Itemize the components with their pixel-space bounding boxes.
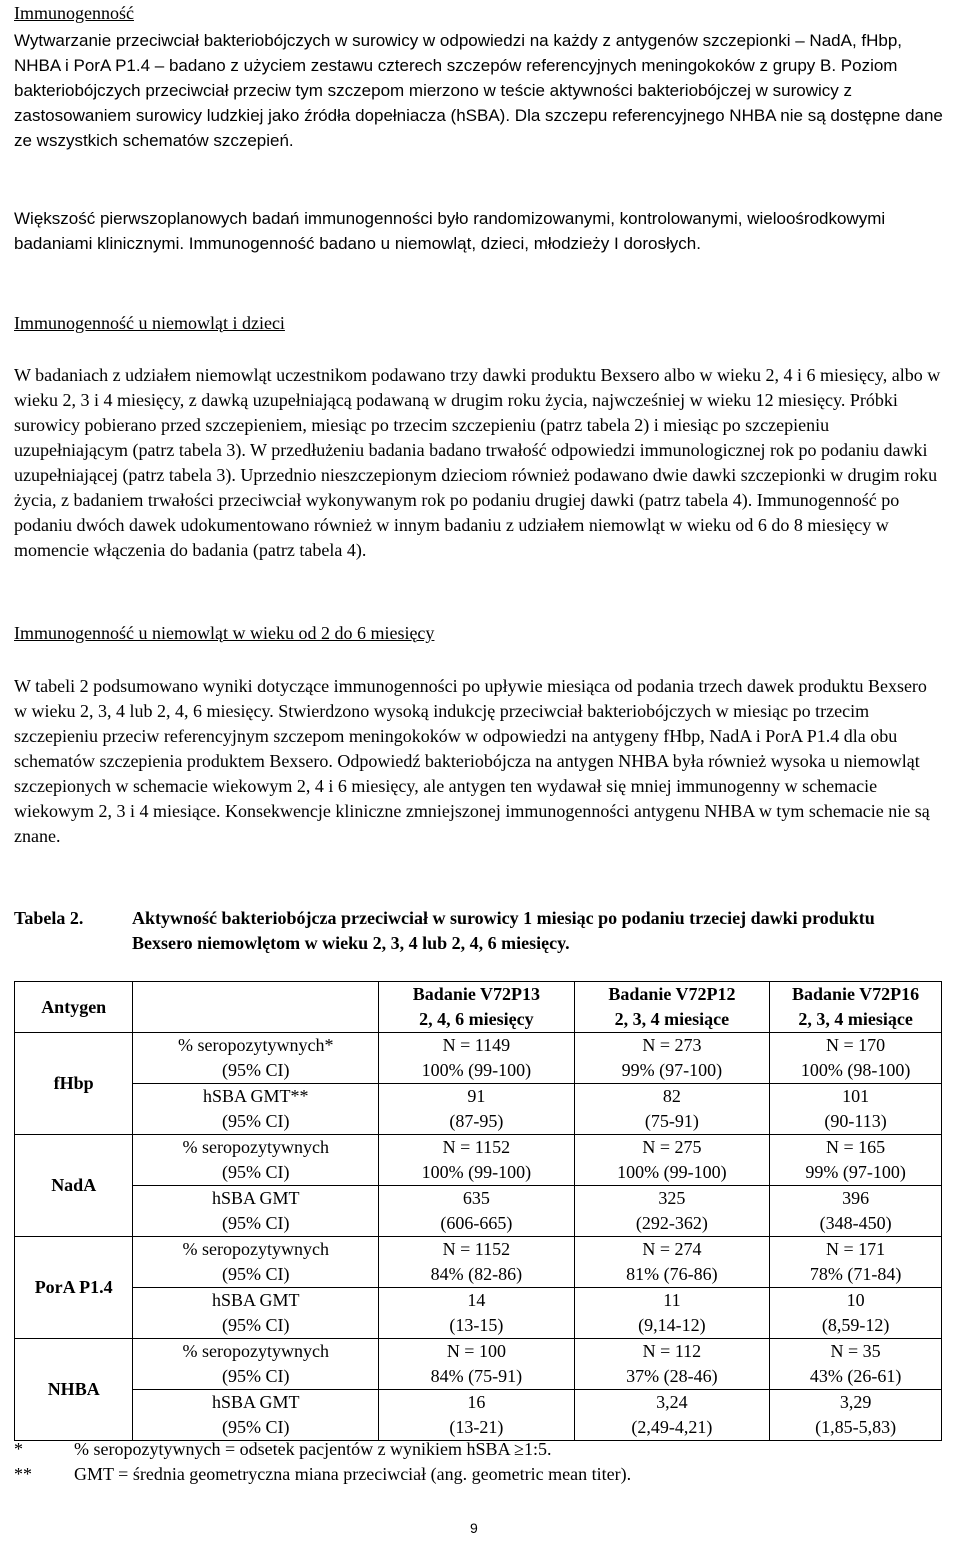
measure-ci: (95% CI)	[222, 1315, 290, 1335]
table-row	[15, 1084, 942, 1135]
header-study-1	[574, 982, 770, 1033]
value-main: 101	[842, 1086, 870, 1106]
header-study-2	[770, 982, 942, 1033]
value-cell	[770, 1186, 942, 1237]
value-cell	[379, 1135, 575, 1186]
antigen-nada	[15, 1135, 133, 1237]
value-cell	[379, 1237, 575, 1288]
header-measure	[133, 982, 379, 1033]
value-main: 3,24	[656, 1392, 688, 1412]
measure-label: hSBA GMT	[212, 1188, 300, 1208]
value-ci: (87-95)	[449, 1111, 504, 1131]
table-row	[15, 1390, 942, 1441]
footnote-1-text: % seropozytywnych = odsetek pacjentów z wynikiem hSBA ≥1:5.	[74, 1439, 552, 1459]
measure-cell	[133, 1390, 379, 1441]
measure-ci: (95% CI)	[222, 1366, 290, 1386]
value-main: N = 273	[642, 1035, 702, 1055]
value-cell	[574, 1390, 770, 1441]
value-main: 16	[467, 1392, 486, 1412]
value-cell	[574, 1135, 770, 1186]
table-caption-label: Tabela 2.	[14, 908, 84, 928]
value-main: 91	[467, 1086, 486, 1106]
value-cell	[770, 1135, 942, 1186]
measure-ci: (95% CI)	[222, 1213, 290, 1233]
table-header-row	[15, 982, 942, 1033]
value-main: 11	[663, 1290, 681, 1310]
value-cell	[770, 1084, 942, 1135]
study-schedule: 2, 4, 6 miesięcy	[419, 1009, 534, 1029]
table-row	[15, 1339, 942, 1390]
value-ci: (75-91)	[644, 1111, 699, 1131]
antigen-pora-p1-4	[15, 1237, 133, 1339]
antigen-fhbp	[15, 1033, 133, 1135]
antigen-name: NHBA	[47, 1379, 100, 1399]
measure-label: % seropozytywnych	[182, 1239, 329, 1259]
value-cell	[379, 1288, 575, 1339]
antigen-nhba	[15, 1339, 133, 1441]
value-ci: 43% (26-61)	[809, 1366, 902, 1386]
measure-ci: (95% CI)	[222, 1162, 290, 1182]
paragraph-studies: Większość pierwszoplanowych badań immunogenności było randomizowanymi, kontrolowanymi, wieloośrodkowymi badaniami klinicznymi. Immunogenność badano u niemowląt, dzieci, młodzieży I dorosłych.	[14, 209, 886, 253]
value-main: N = 275	[642, 1137, 702, 1157]
value-main: 635	[462, 1188, 490, 1208]
measure-cell	[133, 1186, 379, 1237]
value-cell	[379, 1033, 575, 1084]
value-main: N = 1149	[442, 1035, 511, 1055]
value-cell	[379, 1339, 575, 1390]
heading-infants-2-6-months: Immunogenność u niemowląt w wieku od 2 do 6 miesięcy	[14, 623, 435, 643]
value-ci: 37% (28-46)	[626, 1366, 718, 1386]
value-ci: 100% (99-100)	[421, 1060, 532, 1080]
value-cell	[574, 1339, 770, 1390]
value-ci: 100% (99-100)	[617, 1162, 727, 1182]
value-cell	[379, 1390, 575, 1441]
immunogenicity-table	[14, 981, 942, 1441]
value-main: N = 35	[830, 1341, 881, 1361]
footnote-2-mark: **	[14, 1464, 32, 1484]
value-ci: 100% (98-100)	[800, 1060, 911, 1080]
value-cell	[379, 1186, 575, 1237]
value-cell	[770, 1033, 942, 1084]
paragraph-table-summary: W tabeli 2 podsumowano wyniki dotyczące immunogenności po upływie miesiąca od podania trzech dawek produktu Bexsero w wieku 2, 3, 4 lub 2, 4, 6 miesięcy. Stwierdzono wysoką indukcję przeciwciał bakteriobójczych w miesiąc po trzecim szczepieniu przeciw referencyjnym szczepom meningokoków w odpowiedzi na antygeny fHbp, NadA i PorA P1.4 dla obu schematów szczepienia produktem Bexsero. Odpowiedź bakteriobójcza na antygen NHBA była również wysoka u niemowląt szczepionych w schemacie wiekowym 2, 4 i 6 miesięcy, ale antygen ten wydawał się mniej immunogenny w schemacie wiekowym 2, 3 i 4 miesiące. Konsekwencje kliniczne zmniejszonej immunogenności antygenu NHBA w tym schemacie nie są znane.	[14, 676, 930, 846]
study-name: Badanie V72P16	[791, 984, 920, 1004]
value-main: 14	[467, 1290, 486, 1310]
value-ci: (606-665)	[440, 1213, 513, 1233]
table-caption-text: Aktywność bakteriobójcza przeciwciał w surowicy 1 miesiąc po podaniu trzeciej dawki produktu Bexsero niemowlętom w wieku 2, 3, 4 lub 2, 4, 6 miesięcy.	[132, 908, 875, 953]
table-row	[15, 1237, 942, 1288]
footnote-1-mark: *	[14, 1439, 23, 1459]
paragraph-intro: Wytwarzanie przeciwciał bakteriobójczych w surowicy w odpowiedzi na każdy z antygenów szczepionki – NadA, fHbp, NHBA i PorA P1.4 – badano z użyciem zestawu czterech szczepów referencyjnych meningokoków z grupy B. Poziom bakteriobójczych przeciwciał przeciw tym szczepom mierzono w teście aktywności bakteriobójczej w surowicy z zastosowaniem surowicy ludzkiej jako źródła dopełniacza (hSBA). Dla szczepu referencyjnego NHBA nie są dostępne dane ze wszystkich schematów szczepień.	[14, 31, 943, 150]
measure-label: hSBA GMT	[212, 1392, 300, 1412]
value-main: N = 100	[446, 1341, 506, 1361]
value-main: N = 1152	[442, 1137, 511, 1157]
heading-infants-children: Immunogenność u niemowląt i dzieci	[14, 313, 285, 333]
header-antigen	[15, 982, 133, 1033]
value-ci: (2,49-4,21)	[631, 1417, 713, 1437]
value-cell	[379, 1084, 575, 1135]
value-main: N = 1152	[442, 1239, 511, 1259]
value-ci: (13-21)	[449, 1417, 504, 1437]
measure-cell	[133, 1033, 379, 1084]
value-ci: (348-450)	[819, 1213, 892, 1233]
value-cell	[574, 1288, 770, 1339]
value-main: 325	[658, 1188, 686, 1208]
value-cell	[574, 1186, 770, 1237]
measure-label: hSBA GMT**	[203, 1086, 309, 1106]
table-row	[15, 1186, 942, 1237]
measure-ci: (95% CI)	[222, 1264, 290, 1284]
value-main: N = 274	[642, 1239, 702, 1259]
value-ci: (1,85-5,83)	[815, 1417, 897, 1437]
antigen-name: fHbp	[53, 1073, 94, 1093]
value-main: 82	[662, 1086, 681, 1106]
antigen-name: NadA	[51, 1175, 97, 1195]
page-number: 9	[470, 1520, 478, 1536]
value-ci: 99% (97-100)	[621, 1060, 723, 1080]
value-cell	[574, 1084, 770, 1135]
value-main: N = 171	[826, 1239, 886, 1259]
value-main: 10	[846, 1290, 865, 1310]
heading-immunogenicity: Immunogenność	[14, 3, 134, 23]
measure-cell	[133, 1237, 379, 1288]
value-cell	[574, 1237, 770, 1288]
measure-label: % seropozytywnych	[182, 1341, 329, 1361]
value-cell	[770, 1390, 942, 1441]
antigen-name: PorA P1.4	[34, 1277, 113, 1297]
value-ci: 81% (76-86)	[626, 1264, 718, 1284]
paragraph-infant-studies: W badaniach z udziałem niemowląt uczestnikom podawano trzy dawki produktu Bexsero albo w wieku 2, 4 i 6 miesięcy, albo w wieku 2, 3 i 4 miesięcy, z dawką uzupełniającą podawaną w drugim roku życia, najwcześniej w wieku 12 miesięcy. Próbki surowicy pobierano przed szczepieniem, miesiąc po trzecim szczepieniu (patrz tabela 2) i miesiąc po szczepieniu uzupełniającym (patrz tabela 3). W przedłużeniu badania badano trwałość odpowiedzi immunologicznej rok po podaniu dawki uzupełniającej (patrz tabela 3). Uprzednio nieszczepionym dzieciom również podawano dwie dawki szczepionki w drugim roku życia, z badaniem trwałości przeciwciał wykonywanym rok po podaniu drugiej dawki (patrz tabela 4). Immunogenność po podaniu dwóch dawek udokumentowano również w innym badaniu z udziałem niemowląt w wieku od 6 do 8 miesięcy w momencie włączenia do badania (patrz tabela 4).	[14, 365, 941, 560]
value-main: 3,29	[839, 1392, 872, 1412]
value-ci: (8,59-12)	[821, 1315, 890, 1335]
table-row	[15, 1033, 942, 1084]
study-schedule: 2, 3, 4 miesiące	[614, 1009, 730, 1029]
value-ci: (292-362)	[635, 1213, 708, 1233]
measure-cell	[133, 1084, 379, 1135]
measure-ci: (95% CI)	[222, 1060, 290, 1080]
value-ci: (9,14-12)	[638, 1315, 706, 1335]
table-row	[15, 1135, 942, 1186]
measure-cell	[133, 1288, 379, 1339]
value-cell	[770, 1288, 942, 1339]
measure-ci: (95% CI)	[222, 1417, 290, 1437]
header-antigen-label: Antygen	[41, 996, 107, 1017]
value-cell	[770, 1339, 942, 1390]
measure-cell	[133, 1135, 379, 1186]
value-ci: 84% (75-91)	[430, 1366, 523, 1386]
measure-ci: (95% CI)	[222, 1111, 290, 1131]
value-cell	[574, 1033, 770, 1084]
measure-label: % seropozytywnych*	[178, 1035, 334, 1055]
study-schedule: 2, 3, 4 miesiące	[798, 1009, 913, 1029]
measure-cell	[133, 1339, 379, 1390]
value-main: N = 170	[826, 1035, 886, 1055]
footnote-2-text: GMT = średnia geometryczna miana przeciwciał (ang. geometric mean titer).	[74, 1464, 632, 1484]
value-ci: 100% (99-100)	[421, 1162, 532, 1182]
value-main: N = 112	[642, 1341, 702, 1361]
value-main: N = 165	[826, 1137, 886, 1157]
value-ci: (90-113)	[824, 1111, 887, 1131]
value-ci: 78% (71-84)	[809, 1264, 902, 1284]
value-cell	[770, 1237, 942, 1288]
measure-label: hSBA GMT	[212, 1290, 300, 1310]
study-name: Badanie V72P12	[608, 984, 736, 1004]
study-name: Badanie V72P13	[412, 984, 540, 1004]
table-row	[15, 1288, 942, 1339]
value-main: 396	[842, 1188, 870, 1208]
value-ci: 84% (82-86)	[430, 1264, 523, 1284]
measure-label: % seropozytywnych	[182, 1137, 329, 1157]
value-ci: (13-15)	[449, 1315, 504, 1335]
value-ci: 99% (97-100)	[805, 1162, 906, 1182]
header-study-0	[379, 982, 575, 1033]
